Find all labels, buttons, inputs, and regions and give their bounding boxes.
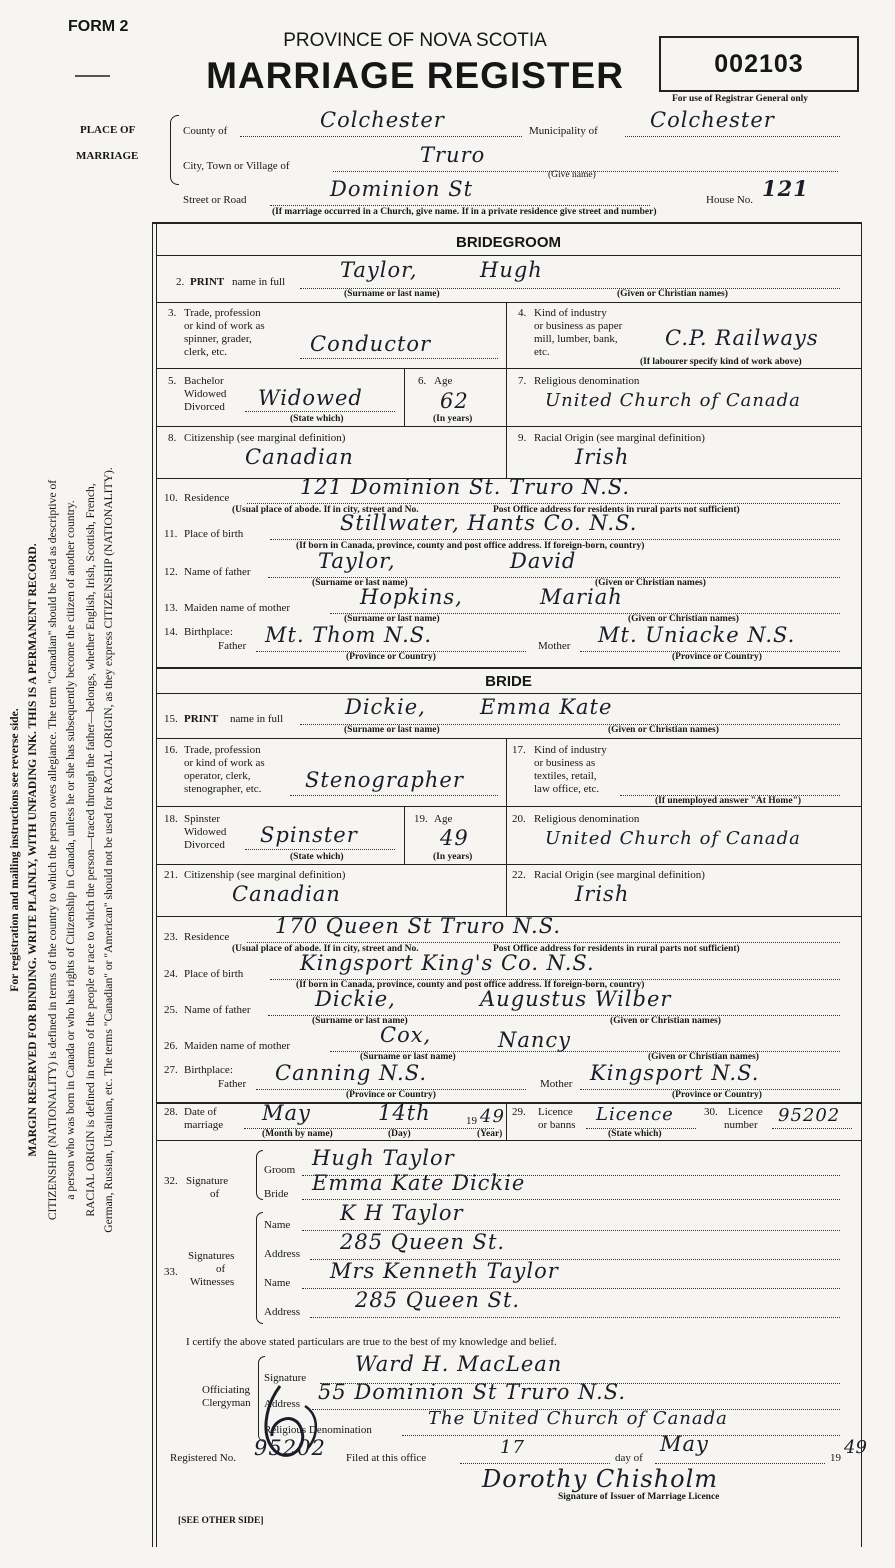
witness2-address-label: Address [264, 1306, 301, 1318]
bride-mother-surname: Cox, [380, 1023, 432, 1047]
field-number: 29. [512, 1106, 526, 1118]
surname-caption: (Surname or last name) [344, 614, 440, 624]
field-number: 23. [164, 931, 178, 943]
groom-mother-given: Mariah [540, 585, 623, 609]
bride-heading: BRIDE [485, 673, 532, 690]
trade-label-line1: Trade, profession [184, 744, 261, 756]
industry-label-line1: Kind of industry [534, 744, 607, 756]
officiating-label-line1: Officiating [202, 1384, 251, 1396]
groom-religion: United Church of Canada [545, 390, 801, 411]
groom-residence: 121 Dominion St. Truro N.S. [300, 475, 631, 499]
bride-religion: United Church of Canada [545, 828, 801, 849]
rule [156, 806, 861, 807]
birthplace-label: Birthplace: [184, 626, 233, 638]
in-years-caption: (In years) [433, 852, 473, 862]
industry-label-line1: Kind of industry [534, 307, 607, 319]
witness1-name-label: Name [264, 1219, 291, 1231]
witness2-address: 285 Queen St. [355, 1288, 521, 1312]
field-number: 19. [414, 813, 428, 825]
marriage-month: May [262, 1101, 311, 1125]
signature-label-line1: Signature [186, 1175, 229, 1187]
divider [404, 368, 405, 426]
line [310, 1316, 840, 1318]
county-label: County of [183, 125, 228, 137]
mother-maiden-label: Maiden name of mother [184, 602, 290, 614]
line [290, 794, 498, 796]
street-label: Street or Road [183, 194, 247, 206]
province-heading: PROVINCE OF NOVA SCOTIA [283, 30, 547, 51]
clergy-denomination: The United Church of Canada [428, 1408, 728, 1429]
marriage-day: 14th [378, 1101, 431, 1125]
industry-label-line2: or business as paper [534, 320, 623, 332]
trade-label-line2: or kind of work as [184, 757, 265, 769]
field-number: 6. [418, 375, 427, 387]
groom-age: 62 [440, 389, 469, 413]
form-right-border [861, 222, 862, 1547]
given-caption: (Given or Christian names) [610, 1016, 721, 1026]
residence-caption-b: Post Office address for residents in rural parts not sufficient) [493, 505, 740, 515]
groom-signature: Hugh Taylor [312, 1146, 455, 1170]
issuer-signature: Dorothy Chisholm [482, 1465, 719, 1493]
form-left-border [152, 222, 153, 1547]
witness1-name: K H Taylor [340, 1201, 464, 1225]
licence-label-line1: Licence [538, 1106, 573, 1118]
field-number: 7. [518, 375, 527, 387]
citizenship-label: Citizenship (see marginal definition) [184, 869, 346, 881]
field-number: 20. [512, 813, 526, 825]
line [302, 1198, 840, 1200]
bracket [256, 1150, 263, 1200]
filed-label: Filed at this office [346, 1452, 427, 1464]
province-caption: (Province or Country) [346, 1090, 436, 1100]
given-caption: (Given or Christian names) [595, 578, 706, 588]
rule [156, 1140, 861, 1141]
groom-birthplace: Stillwater, Hants Co. N.S. [340, 511, 638, 535]
bridegroom-heading: BRIDEGROOM [456, 234, 561, 251]
residence-label: Residence [184, 492, 230, 504]
licence-type: Licence [596, 1104, 674, 1125]
bride-residence: 170 Queen St Truro N.S. [275, 914, 562, 938]
field-number: 17. [512, 744, 526, 756]
witness1-address-label: Address [264, 1248, 301, 1260]
industry-caption: (If labourer specify kind of work above) [640, 357, 802, 367]
province-caption: (Province or Country) [672, 652, 762, 662]
rule [156, 667, 861, 669]
religion-label: Religious denomination [534, 813, 640, 825]
age-label: Age [434, 813, 453, 825]
groom-label: Groom [264, 1164, 296, 1176]
year-prefix: 19 [466, 1115, 477, 1127]
field-number: 16. [164, 744, 178, 756]
status-label-line3: Divorced [184, 839, 225, 851]
industry-label-line3: textiles, retail, [534, 770, 597, 782]
field-number: 21. [164, 869, 178, 881]
witness2-name: Mrs Kenneth Taylor [330, 1259, 559, 1283]
industry-caption: (If unemployed answer "At Home") [655, 796, 802, 806]
bride-father-birthplace: Canning N.S. [275, 1061, 428, 1085]
groom-given-name: Hugh [480, 258, 543, 282]
page-title: MARRIAGE REGISTER [206, 55, 624, 96]
residence-caption-b: Post Office address for residents in rural parts not sufficient) [493, 944, 740, 954]
mother-label: Mother [538, 640, 571, 652]
marriage-year: 49 [480, 1106, 505, 1127]
name-in-full-label: name in full [230, 713, 284, 725]
given-caption: (Given or Christian names) [617, 289, 728, 299]
given-caption: (Given or Christian names) [608, 725, 719, 735]
field-number: 11. [164, 528, 178, 540]
divider [506, 1102, 507, 1140]
line [460, 1462, 610, 1464]
bride-trade: Stenographer [305, 768, 464, 792]
surname-caption: (Surname or last name) [344, 725, 440, 735]
bride-father-given: Augustus Wilber [480, 987, 672, 1011]
divider [506, 738, 507, 806]
witness1-address: 285 Queen St. [340, 1230, 506, 1254]
witness-label-line2: of [216, 1263, 226, 1275]
rule [156, 426, 861, 427]
municipality-label: Municipality of [529, 125, 598, 137]
bracket [256, 1212, 263, 1324]
bride-age: 49 [440, 826, 469, 850]
municipality-line [625, 135, 840, 137]
filed-month: May [660, 1432, 709, 1456]
registered-number: 95202 [254, 1436, 326, 1460]
field-number: 27. [164, 1064, 178, 1076]
line [270, 538, 840, 540]
clergy-address-label: Address [264, 1398, 301, 1410]
witness-label-line1: Signatures [188, 1250, 235, 1262]
line [772, 1127, 852, 1129]
form-number-label: FORM 2 [68, 18, 129, 35]
field-number: 32. [164, 1175, 178, 1187]
county-line [240, 135, 522, 137]
industry-label-line2: or business as [534, 757, 596, 769]
field-number: 26. [164, 1040, 178, 1052]
trade-label-line4: stenographer, etc. [184, 783, 262, 795]
see-other-side: [SEE OTHER SIDE] [178, 1516, 264, 1526]
registered-label: Registered No. [170, 1452, 236, 1464]
trade-label-line3: spinner, grader, [184, 333, 252, 345]
clergy-signature-label: Signature [264, 1372, 307, 1384]
line [655, 1462, 825, 1464]
groom-father-given: David [510, 549, 577, 573]
give-name-caption: (Give name) [548, 170, 596, 180]
bride-mother-birthplace: Kingsport N.S. [590, 1061, 760, 1085]
margin-line-2: MARGIN RESERVED FOR BINDING. WRITE PLAINLY, WITH UNFADING INK. THIS IS A PERMANENT RECORD. [26, 543, 39, 1157]
clergy-denomination-label: Religious Denomination [264, 1424, 372, 1436]
father-name-label: Name of father [184, 566, 251, 578]
groom-racial-origin: Irish [575, 445, 630, 469]
field-number: 4. [518, 307, 527, 319]
rule [156, 738, 861, 739]
field-number: 33. [164, 1266, 178, 1278]
certify-statement: I certify the above stated particulars are true to the best of my knowledge and belief. [186, 1336, 557, 1348]
bride-signature: Emma Kate Dickie [312, 1171, 526, 1195]
filed-day: 17 [500, 1437, 525, 1458]
divider [506, 368, 507, 426]
line [300, 357, 498, 359]
registrar-note: For use of Registrar General only [672, 94, 809, 104]
witness2-name-label: Name [264, 1277, 291, 1289]
groom-citizenship: Canadian [245, 445, 354, 469]
groom-mother-birthplace: Mt. Uniacke N.S. [598, 623, 796, 647]
residence-caption-a: (Usual place of abode. If in city, street and No. [232, 505, 419, 515]
father-label: Father [218, 1078, 247, 1090]
field-number: 8. [168, 432, 177, 444]
father-name-label: Name of father [184, 1004, 251, 1016]
groom-mother-surname: Hopkins, [360, 585, 463, 609]
field-number: 22. [512, 869, 526, 881]
field-number: 10. [164, 492, 178, 504]
licence-number-label-line2: number [724, 1119, 758, 1131]
province-caption: (Province or Country) [346, 652, 436, 662]
racial-origin-label: Racial Origin (see marginal definition) [534, 869, 705, 881]
racial-origin-label: Racial Origin (see marginal definition) [534, 432, 705, 444]
field-number: 25. [164, 1004, 178, 1016]
surname-caption: (Surname or last name) [344, 289, 440, 299]
licence-number: 95202 [778, 1105, 841, 1126]
place-bracket [170, 115, 179, 185]
religion-label: Religious denomination [534, 375, 640, 387]
officiating-label-line2: Clergyman [202, 1397, 251, 1409]
birthplace-label: Birthplace: [184, 1064, 233, 1076]
groom-trade: Conductor [310, 332, 432, 356]
citizenship-label: Citizenship (see marginal definition) [184, 432, 346, 444]
field-number: 30. [704, 1106, 718, 1118]
field-number: 14. [164, 626, 178, 638]
industry-label-line4: etc. [534, 346, 550, 358]
father-label: Father [218, 640, 247, 652]
status-label-line3: Divorced [184, 401, 225, 413]
bride-father-surname: Dickie, [315, 987, 396, 1011]
status-label-line2: Widowed [184, 826, 227, 838]
day-of-label: day of [615, 1452, 643, 1464]
divider [404, 806, 405, 864]
form-top-rule [152, 222, 862, 224]
field-number: 5. [168, 375, 177, 387]
field-number: 2. [176, 276, 185, 288]
rule [156, 864, 861, 865]
print-label: PRINT [190, 276, 225, 288]
year-caption: (Year) [477, 1129, 503, 1139]
groom-father-birthplace: Mt. Thom N.S. [265, 623, 433, 647]
state-which-caption: (State which) [290, 852, 344, 862]
field-number: 9. [518, 432, 527, 444]
name-in-full-label: name in full [232, 276, 286, 288]
street-caption: (If marriage occurred in a Church, give name. If in a private residence give street and number) [272, 207, 657, 217]
groom-status: Widowed [258, 386, 363, 410]
groom-father-surname: Taylor, [318, 549, 396, 573]
divider [506, 426, 507, 478]
filed-year: 49 [844, 1437, 867, 1458]
rule [156, 255, 861, 256]
rule [156, 302, 861, 303]
bride-label: Bride [264, 1188, 289, 1200]
place-of-label: PLACE OF [80, 124, 136, 136]
field-number: 28. [164, 1106, 178, 1118]
bride-status: Spinster [260, 823, 358, 847]
age-label: Age [434, 375, 453, 387]
clergy-address: 55 Dominion St Truro N.S. [318, 1380, 627, 1404]
birth-caption: (If born in Canada, province, county and post office address. If foreign-born, country) [296, 980, 645, 990]
marriage-label: MARRIAGE [76, 150, 139, 162]
margin-line-4: a person who was born in Canada or who has rights of Citizenship in Canada, unless he or she has subsequently become the citizen of another country. [64, 500, 77, 1200]
mother-label: Mother [540, 1078, 573, 1090]
bride-surname: Dickie, [345, 695, 426, 719]
industry-label-line3: mill, lumber, bank, [534, 333, 618, 345]
bride-given-name: Emma Kate [480, 695, 613, 719]
issuer-caption: Signature of Issuer of Marriage Licence [558, 1492, 720, 1502]
divider [506, 302, 507, 368]
given-caption: (Given or Christian names) [628, 614, 739, 624]
line [402, 1434, 840, 1436]
margin-notes [8, 290, 133, 1410]
rule [156, 368, 861, 369]
municipality-value: Colchester [650, 108, 775, 132]
status-label-line1: Spinster [184, 813, 221, 825]
trade-label-line3: operator, clerk, [184, 770, 251, 782]
line [245, 848, 395, 850]
date-label-line1: Date of [184, 1106, 217, 1118]
date-label-line2: marriage [184, 1119, 224, 1131]
licence-number-label-line1: Licence [728, 1106, 763, 1118]
margin-line-1: For registration and mailing instructions see reverse side. [8, 708, 21, 992]
in-years-caption: (In years) [433, 414, 473, 424]
place-of-birth-label: Place of birth [184, 528, 244, 540]
trade-label-line4: clerk, etc. [184, 346, 228, 358]
place-of-birth-label: Place of birth [184, 968, 244, 980]
house-value: 121 [762, 176, 809, 201]
status-label-line1: Bachelor [184, 375, 224, 387]
groom-industry: C.P. Railways [665, 326, 819, 350]
form-left-border-inner [156, 222, 157, 1547]
groom-surname: Taylor, [340, 258, 418, 282]
pencil-mark [75, 75, 110, 77]
house-label: House No. [706, 194, 754, 206]
margin-line-6: German, Russian, Ukrainian, etc. The terms "Canadian" or "American" should not be used for RACIAL ORIGIN, as they express CITIZENSHIP (NATIONALITY). [102, 467, 115, 1233]
print-label: PRINT [184, 713, 219, 725]
field-number: 18. [164, 813, 178, 825]
signature-label-line2: of [210, 1188, 220, 1200]
day-caption: (Day) [388, 1129, 411, 1139]
state-which-caption: (State which) [608, 1129, 662, 1139]
licence-label-line2: or banns [538, 1119, 576, 1131]
line [247, 941, 840, 943]
field-number: 3. [168, 307, 177, 319]
line [247, 502, 840, 504]
county-value: Colchester [320, 108, 445, 132]
city-value: Truro [420, 143, 486, 167]
city-label: City, Town or Village of [183, 160, 290, 172]
birth-caption: (If born in Canada, province, county and post office address. If foreign-born, country) [296, 541, 645, 551]
month-caption: (Month by name) [262, 1129, 333, 1139]
surname-caption: (Surname or last name) [312, 578, 408, 588]
surname-caption: (Surname or last name) [312, 1016, 408, 1026]
field-number: 24. [164, 968, 178, 980]
clergy-signature: Ward H. MacLean [355, 1352, 563, 1376]
divider [506, 864, 507, 916]
register-number-box [659, 36, 859, 92]
industry-label-line4: law office, etc. [534, 783, 600, 795]
bride-birthplace: Kingsport King's Co. N.S. [300, 951, 595, 975]
divider [506, 806, 507, 864]
surname-caption: (Surname or last name) [360, 1052, 456, 1062]
witness-label-line3: Witnesses [190, 1276, 235, 1288]
margin-line-5: RACIAL ORIGIN is defined in terms of the people or race to which the person—traced through the father—belongs, whether English, Irish, Scottish, French, [84, 483, 97, 1217]
bride-racial-origin: Irish [575, 882, 630, 906]
street-line [270, 204, 650, 206]
rule [156, 693, 861, 694]
residence-caption-a: (Usual place of abode. If in city, street and No. [232, 944, 419, 954]
mother-maiden-label: Maiden name of mother [184, 1040, 290, 1052]
state-which-caption: (State which) [290, 414, 344, 424]
trade-label-line2: or kind of work as [184, 320, 265, 332]
residence-label: Residence [184, 931, 230, 943]
register-number: 002103 [714, 50, 804, 78]
trade-label-line1: Trade, profession [184, 307, 261, 319]
field-number: 15. [164, 713, 178, 725]
bride-citizenship: Canadian [232, 882, 341, 906]
status-label-line2: Widowed [184, 388, 227, 400]
street-value: Dominion St [330, 177, 474, 201]
field-number: 13. [164, 602, 178, 614]
line [245, 410, 395, 412]
field-number: 12. [164, 566, 178, 578]
margin-line-3: CITIZENSHIP (NATIONALITY) is defined in terms of the country to which the person owes allegiance. The term "Canadian" should be used as descriptive of [46, 479, 59, 1221]
province-caption: (Province or Country) [672, 1090, 762, 1100]
bride-mother-given: Nancy [498, 1028, 572, 1052]
given-caption: (Given or Christian names) [648, 1052, 759, 1062]
filed-year-prefix: 19 [830, 1452, 841, 1464]
